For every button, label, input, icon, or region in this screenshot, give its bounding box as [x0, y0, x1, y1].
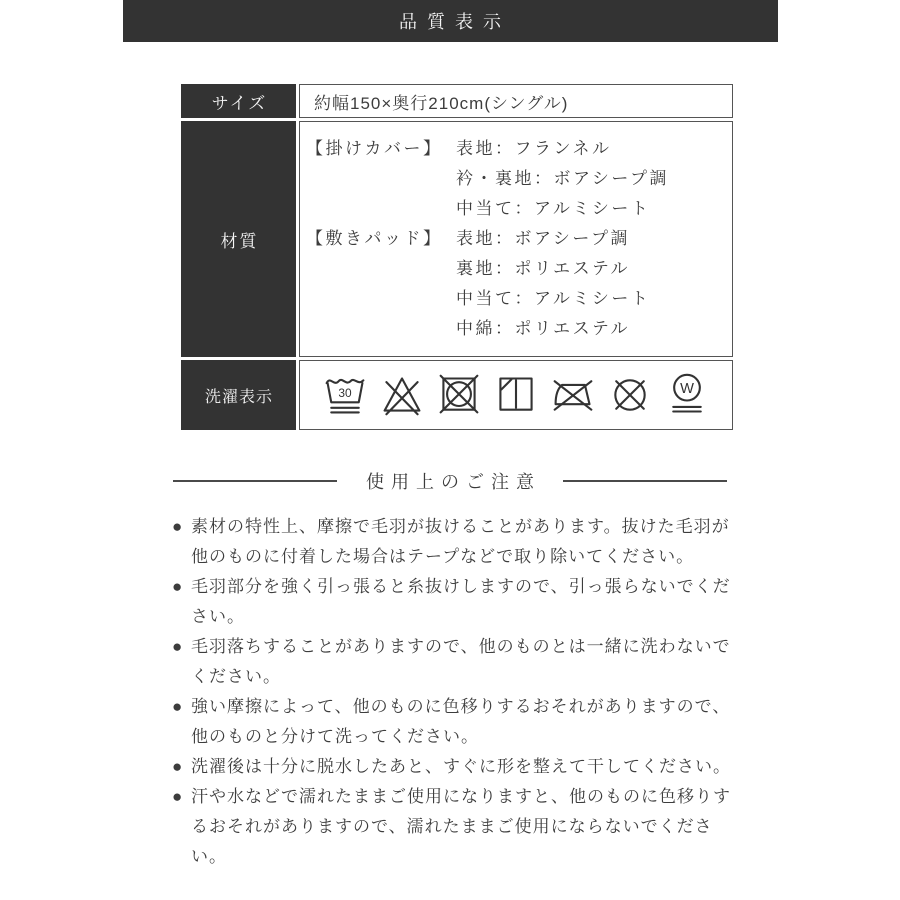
do-not-tumble-dry-icon	[437, 371, 481, 419]
note-text: 洗濯後は十分に脱水したあと、すぐに形を整えて干してください。	[191, 757, 731, 776]
wash-temp-label: 30	[338, 385, 352, 400]
wet-clean-very-mild-icon	[665, 371, 709, 419]
do-not-bleach-icon	[380, 371, 424, 419]
banner	[123, 0, 778, 42]
note-item	[172, 752, 738, 782]
material-line: 裏地：ポリエステル	[456, 259, 630, 278]
header-rule-right	[563, 480, 727, 482]
size-row-header: サイズ	[181, 84, 296, 118]
note-text: 毛羽落ちすることがありますので、他のものとは一緒に洗わないでください。	[191, 637, 731, 686]
material-line: 表地：フランネル	[456, 139, 612, 158]
note-item	[172, 572, 738, 632]
drip-dry-in-shade-icon	[494, 371, 538, 419]
wash-row-header: 洗濯表示	[181, 360, 296, 430]
bullet-marker: ●	[172, 517, 184, 536]
bullet-marker: ●	[172, 577, 184, 596]
note-text: 毛羽部分を強く引っ張ると糸抜けしますので、引っ張らないでください。	[191, 577, 731, 626]
wet-clean-label: W	[680, 381, 694, 398]
wash-row-value	[299, 360, 733, 430]
material-line: 中綿：ポリエステル	[456, 319, 630, 338]
material-line: 表地：ボアシープ調	[456, 229, 630, 248]
wash-30-very-mild-icon	[323, 371, 367, 419]
table-row-material	[181, 121, 733, 357]
bullet-marker: ●	[172, 637, 184, 656]
material-group-pad	[306, 224, 730, 344]
material-row-value	[299, 121, 733, 357]
material-group-name: 【掛けカバー】	[306, 139, 443, 158]
note-text: 強い摩擦によって、他のものに色移りするおそれがありますので、他のものと分けて洗ってください。	[191, 697, 731, 746]
table-row-size	[181, 84, 733, 118]
do-not-iron-icon	[551, 371, 595, 419]
size-row-value: 約幅150×奥行210cm(シングル)	[299, 84, 733, 118]
header-rule-left	[173, 480, 337, 482]
notes-list	[172, 512, 738, 872]
notes-title: 使用上のご注意	[366, 472, 541, 492]
bullet-marker: ●	[172, 697, 184, 716]
notes-header	[0, 468, 900, 494]
note-item	[172, 692, 738, 752]
page-title: 品質表示	[399, 12, 511, 32]
material-line: 中当て：アルミシート	[456, 289, 651, 308]
material-row-header: 材質	[181, 121, 296, 357]
material-group-lines	[456, 134, 669, 224]
note-item	[172, 782, 738, 872]
material-group-name: 【敷きパッド】	[306, 229, 443, 248]
bullet-marker: ●	[172, 787, 184, 806]
spec-table	[181, 84, 733, 430]
table-row-wash	[181, 360, 733, 430]
material-line: 中当て：アルミシート	[456, 199, 651, 218]
bullet-marker: ●	[172, 757, 184, 776]
do-not-dry-clean-icon	[608, 371, 652, 419]
material-group-lines	[456, 224, 650, 344]
note-text: 汗や水などで濡れたままご使用になりますと、他のものに色移りするおそれがありますので、濡れたままご使用にならないでください。	[191, 787, 731, 866]
note-item	[172, 512, 738, 572]
note-item	[172, 632, 738, 692]
material-group-cover	[306, 134, 730, 224]
note-text: 素材の特性上、摩擦で毛羽が抜けることがあります。抜けた毛羽が他のものに付着した場合はテープなどで取り除いてください。	[191, 517, 730, 566]
material-line: 衿・裏地：ボアシープ調	[456, 169, 669, 188]
